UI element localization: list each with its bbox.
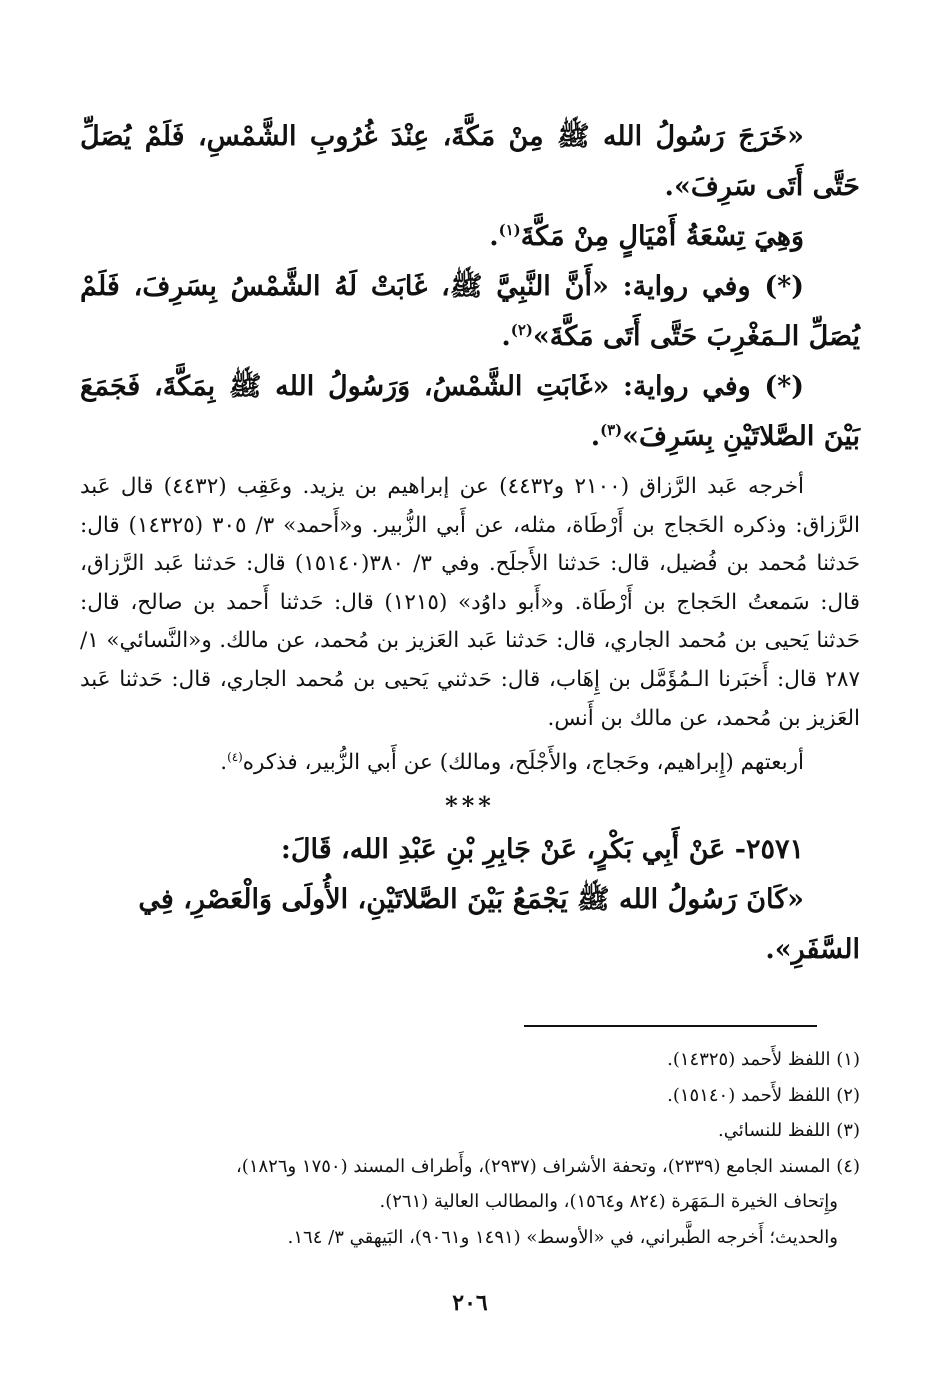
footnote-ref-1[interactable]: (١) <box>498 221 521 239</box>
hadith-text: «كَانَ رَسُولُ الله ﷺ يَجْمَعُ بَيْنَ الصَّلاتَيْنِ، الأُولَى وَالْعَصْرِ، فِي السَّفَرِ». <box>138 883 860 965</box>
main-paragraph-4: (*) وفي رواية: «غَابَتِ الشَّمْسُ، وَرَسُولُ الله ﷺ بِمَكَّةَ، فَجَمَعَ بَيْنَ الصَّلاتَيْنِ بِسَرِفَ»$^{(٣)}$. <box>80 371 860 452</box>
footnote-2: (٢) اللفظ لأَحمد (١٥١٤٠). <box>667 1084 860 1106</box>
main-paragraph-1: «خَرَجَ رَسُولُ الله ﷺ مِنْ مَكَّةَ، عِنْدَ غُرُوبِ الشَّمْسِ، فَلَمْ يُصَلِّ حَتَّى أَتَى سَرِفَ». <box>80 121 860 202</box>
main-paragraph-4-text: (*) وفي رواية: «غَابَتِ الشَّمْسُ، وَرَسُولُ الله ﷺ بِمَكَّةَ، فَجَمَعَ بَيْنَ الصَّلاتَيْنِ بِسَرِفَ» <box>80 371 860 452</box>
takhrij-paragraph-2-text: أربعتهم (إِبراهيم، وحَجاج، والأَجْلَح، ومالك) عن أَبي الزُّبير، فذكره <box>242 750 804 776</box>
footnote-4-line-2: وإِتحاف الخيرة الـمَهَرة (٨٢٤ و١٥٦٤)، والمطالب العالية (٢٦١). <box>379 1191 838 1212</box>
takhrij-paragraph-2: أربعتهم (إِبراهيم، وحَجاج، والأَجْلَح، ومالك) عن أَبي الزُّبير، فذكره$^{(٤)}$. <box>220 750 804 776</box>
footnote-4-line-3: والحديث؛ أَخرجه الطَّبراني، في «الأوسط» (١٤٩١ و٩٠٦١)، البَيهقي ٣/ ١٦٤. <box>287 1226 838 1248</box>
hadith-main-text <box>80 112 860 462</box>
takhrij-paragraph-1: أخرجه عَبد الرَّزاق (٢١٠٠ و٤٤٣٢) عن إبراهيم بن يزيد. وعَقِب (٤٤٣٢) قال عَبد الرَّزاق: وذكره الحَجاج بن أَرْطَاة، مثله، عن أَبي الزُّبير. و«أَحمد» ٣/ ٣٠٥ (١٤٣٢٥) قال: حَدثنا مُحمد بن فُضيل، قال: حَدثنا الأَجلَح. وفي ٣/ ٣٨٠(١٥١٤٠) قال: حَدثنا عَبد الرَّزاق، قال: سَمعتُ الحَجاج بن أَرْطَاة. و«أَبو داوُد» (١٢١٥) قال: حَدثنا أَحمد بن صالح، قال: حَدثنا يَحيى بن مُحمد الجاري، قال: حَدثنا عَبد العَزيز بن مُحمد، عن مالك. و«النَّسائي» ١/ ٢٨٧ قال: أَخبَرنا الـمُؤَمَّل بن إِهَاب، قال: حَدثني يَحيى بن مُحمد الجاري، قال: حَدثنا عَبد العَزيز بن مُحمد، عن مالك بن أَنس. <box>80 474 861 731</box>
main-paragraph-3: (*) وفي رواية: «أَنَّ النَّبِيَّ ﷺ، غَابَتْ لَهُ الشَّمْسُ بِسَرِفَ، فَلَمْ يُصَلِّ الـمَغْرِبَ حَتَّى أَتَى مَكَّةَ»$^{(٢)}$. <box>80 271 860 352</box>
section-separator: *** <box>445 790 495 820</box>
hadith-heading: ٢٥٧١- عَنْ أَبِي بَكْرٍ، عَنْ جَابِرِ بْنِ عَبْدِ الله، قَالَ: <box>280 833 804 865</box>
footnote-4-line-1: (٤) المسند الجامع (٢٣٣٩)، وتحفة الأشراف (٢٩٣٧)، وأَطراف المسند (١٧٥٠ و١٨٢٦)، <box>235 1155 860 1177</box>
footnote-ref-4[interactable]: (٤) <box>227 750 243 764</box>
footnote-ref-3[interactable]: (٣) <box>600 421 623 439</box>
main-paragraph-3-text: (*) وفي رواية: «أَنَّ النَّبِيَّ ﷺ، غَابَتْ لَهُ الشَّمْسُ بِسَرِفَ، فَلَمْ يُصَلِّ الـمَغْرِبَ حَتَّى أَتَى مَكَّةَ» <box>80 271 860 352</box>
footnote-ref-2[interactable]: (٢) <box>510 321 533 339</box>
page-number: ٢٠٦ <box>452 1290 488 1316</box>
footnotes <box>80 1042 860 1255</box>
main-paragraph-2-text: وَهِيَ تِسْعَةُ أَمْيَالٍ مِنْ مَكَّةَ <box>520 221 804 252</box>
footnote-divider <box>524 1025 817 1027</box>
footnote-1: (١) اللفظ لأَحمد (١٤٣٢٥). <box>667 1049 860 1070</box>
footnote-3: (٣) اللفظ للنسائي. <box>718 1120 860 1141</box>
takhrij-section <box>80 468 860 783</box>
main-paragraph-2: وَهِيَ تِسْعَةُ أَمْيَالٍ مِنْ مَكَّةَ$^{(١)}$. <box>489 221 804 252</box>
